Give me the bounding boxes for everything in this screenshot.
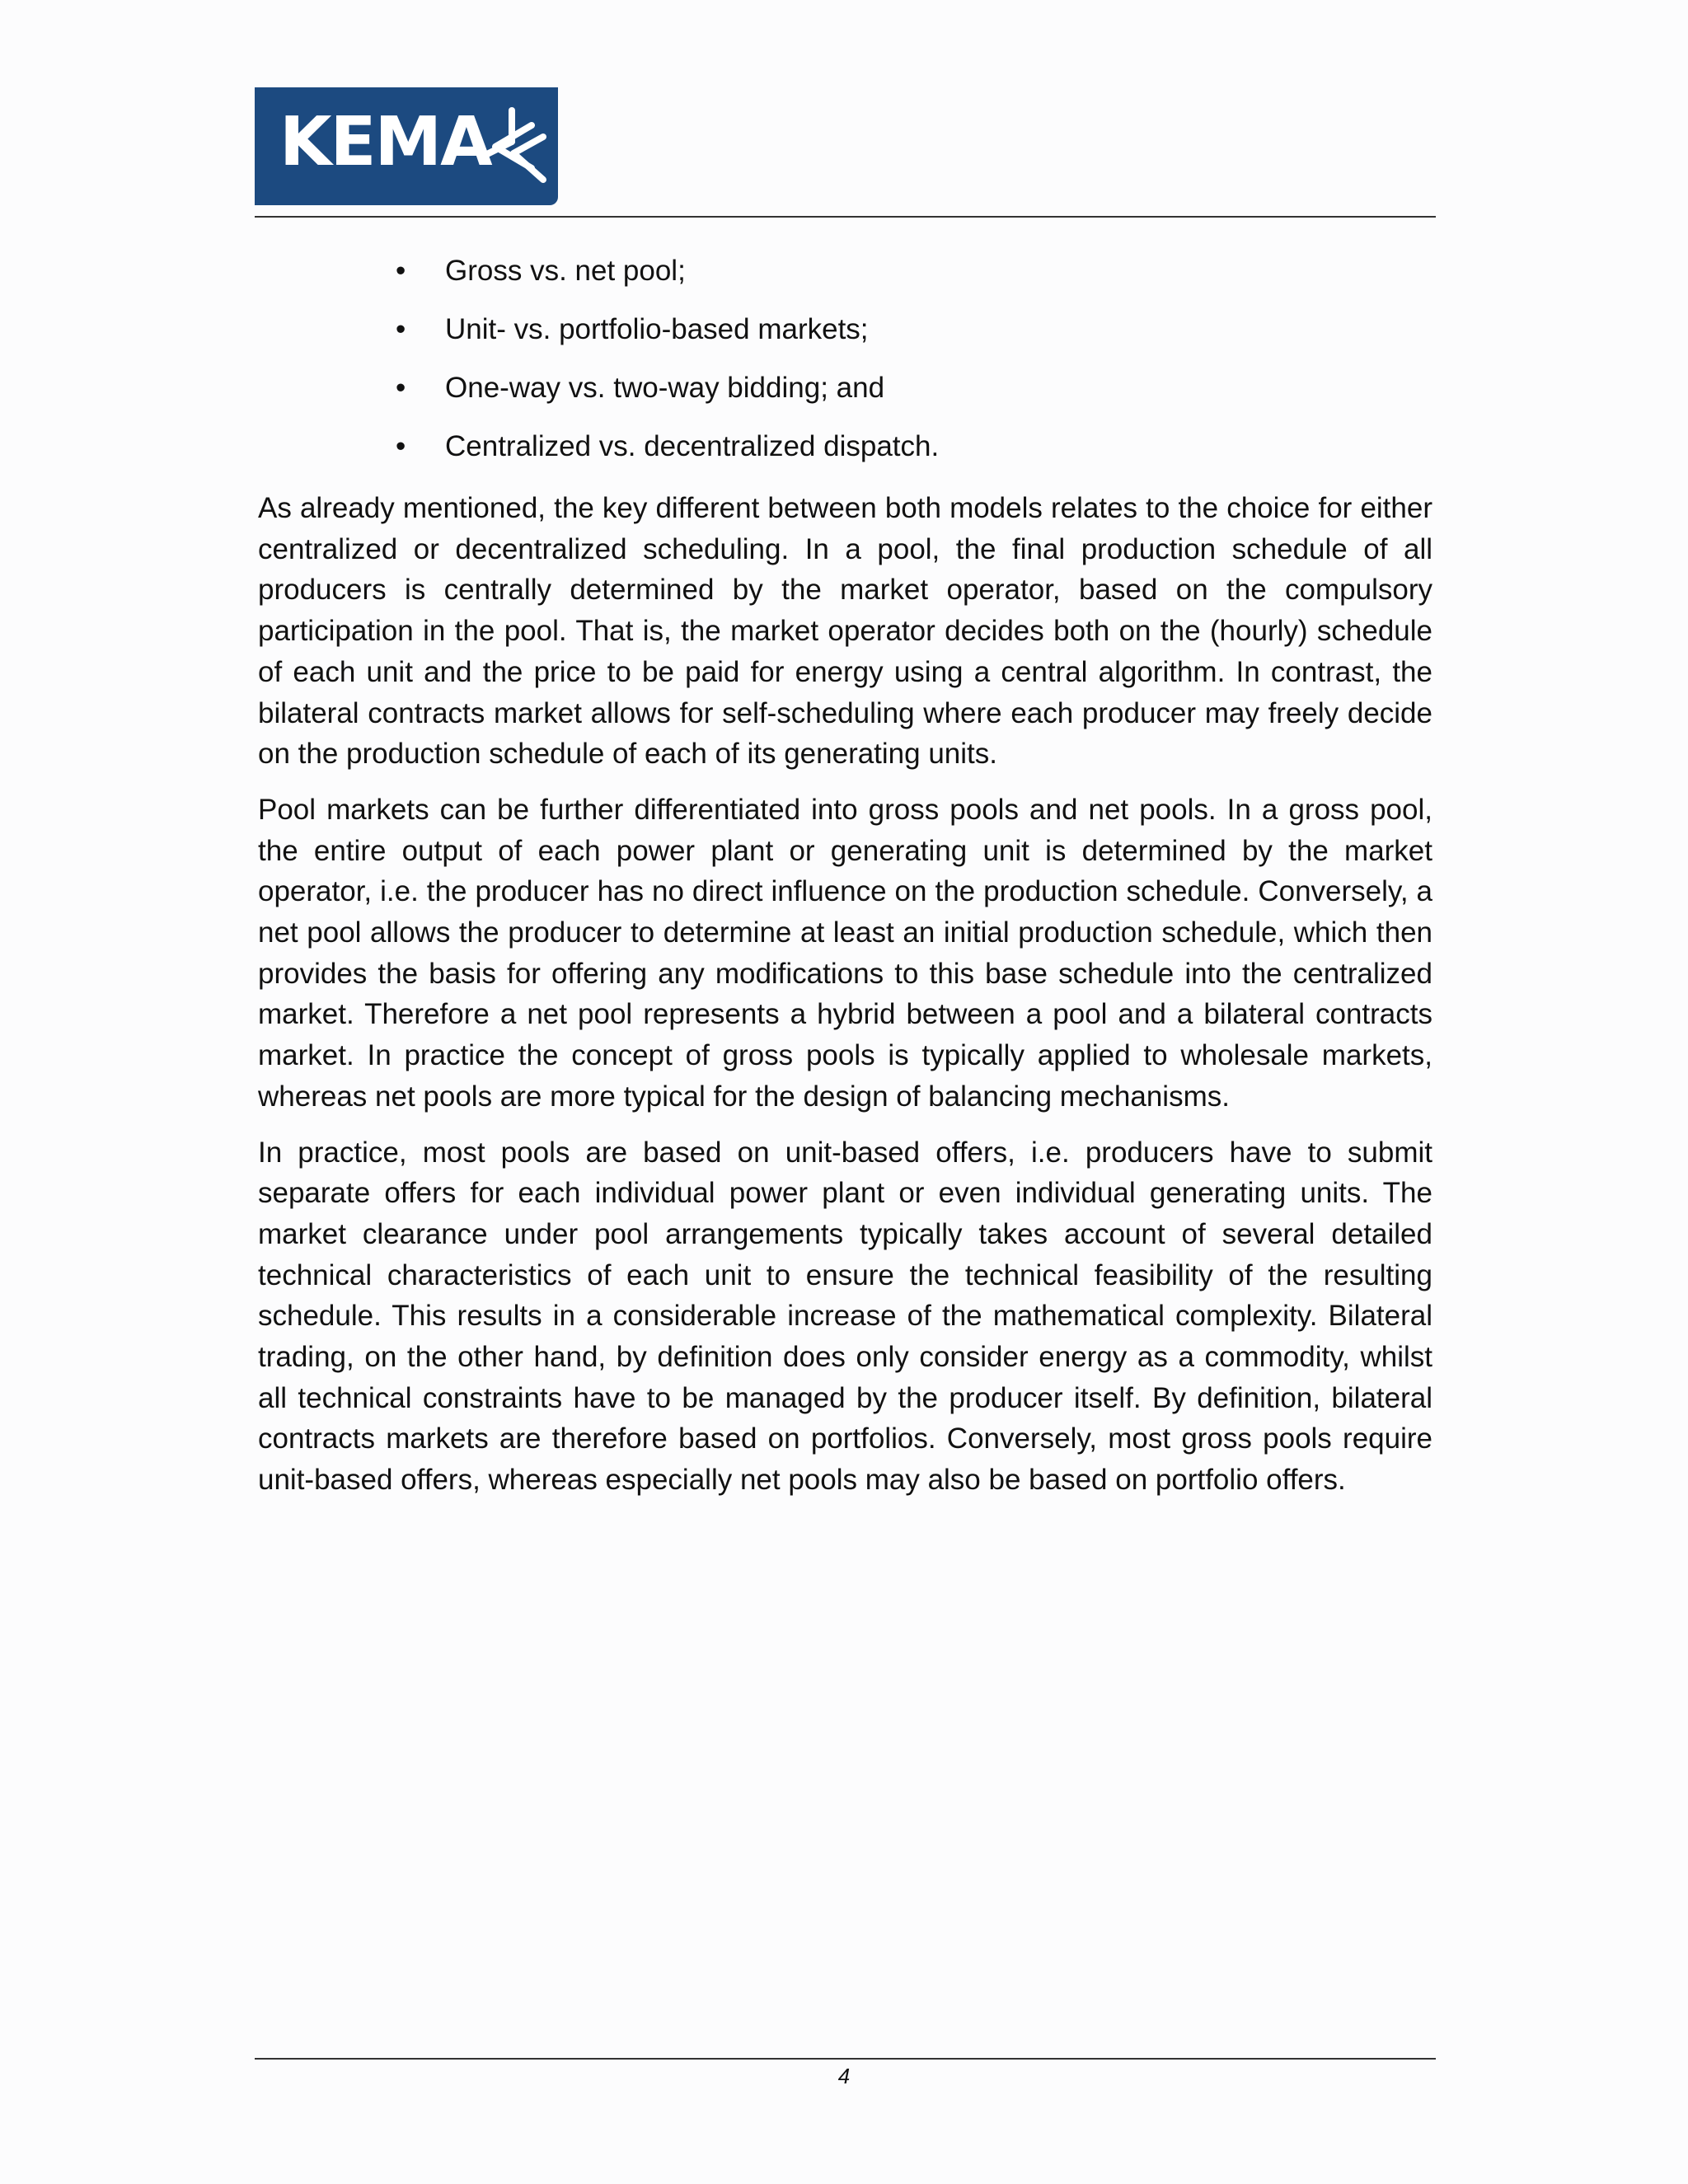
- kema-arrow-mark-icon: [477, 101, 551, 191]
- body-text: [258, 488, 1432, 1516]
- page-number: 4: [837, 2064, 851, 2088]
- paragraph: In practice, most pools are based on unit-based offers, i.e. producers have to submit separate offers for each individual power plant or even individual generating units. The market clearance under pool arrangements typically takes account of several detailed technical characteristics of each unit to ensure the technical feasibility of the resulting schedule. This results in a considerable increase of the mathematical complexity. Bilateral trading, on the other hand, by definition does only consider energy as a commodity, whilst all technical constraints have to be managed by the producer itself. By definition, bilateral contracts markets are therefore based on portfolios. Conversely, most gross pools require unit-based offers, whereas especially net pools may also be based on portfolio offers.: [258, 1136, 1432, 1497]
- footer-rule: [255, 2058, 1436, 2060]
- bullet-dot-icon: •: [396, 372, 406, 404]
- paragraph: As already mentioned, the key different between both models relates to the choice for either centralized or decentralized scheduling. In a pool, the final production schedule of all producers is centrally determined by the market operator, based on the compulsory participation in the pool. That is, the market operator decides both on the (hourly) schedule of each unit and the price to be paid for energy using a central algorithm. In contrast, the bilateral contracts market allows for self-scheduling where each producer may freely decide on the production schedule of each of its generating units.: [258, 492, 1432, 771]
- bullet-text: One-way vs. two-way bidding; and: [445, 372, 885, 404]
- bullet-text: Centralized vs. decentralized dispatch.: [445, 430, 940, 462]
- list-item: [396, 429, 1385, 464]
- kema-logo: [255, 87, 558, 205]
- bullet-list: [396, 254, 1385, 488]
- paragraph: Pool markets can be further differentiated into gross pools and net pools. In a gross pool, the entire output of each power plant or generating unit is determined by the market operator, i.e. the producer has no direct influence on the production schedule. Conversely, a net pool allows the producer to determine at least an initial production schedule, which then provides the basis for offering any modifications to this base schedule into the centralized market. Therefore a net pool represents a hybrid between a pool and a bilateral contracts market. In practice the concept of gross pools is typically applied to wholesale markets, whereas net pools are more typical for the design of balancing mechanisms.: [258, 793, 1432, 1113]
- list-item: [396, 371, 1385, 405]
- header-rule: [255, 216, 1436, 218]
- bullet-text: Unit- vs. portfolio-based markets;: [445, 313, 869, 345]
- list-item: [396, 312, 1385, 347]
- logo-wordmark: KEMA: [279, 103, 491, 181]
- bullet-dot-icon: •: [396, 430, 406, 462]
- bullet-dot-icon: •: [396, 313, 406, 345]
- bullet-text: Gross vs. net pool;: [445, 255, 686, 287]
- list-item: [396, 254, 1385, 288]
- bullet-dot-icon: •: [396, 255, 406, 287]
